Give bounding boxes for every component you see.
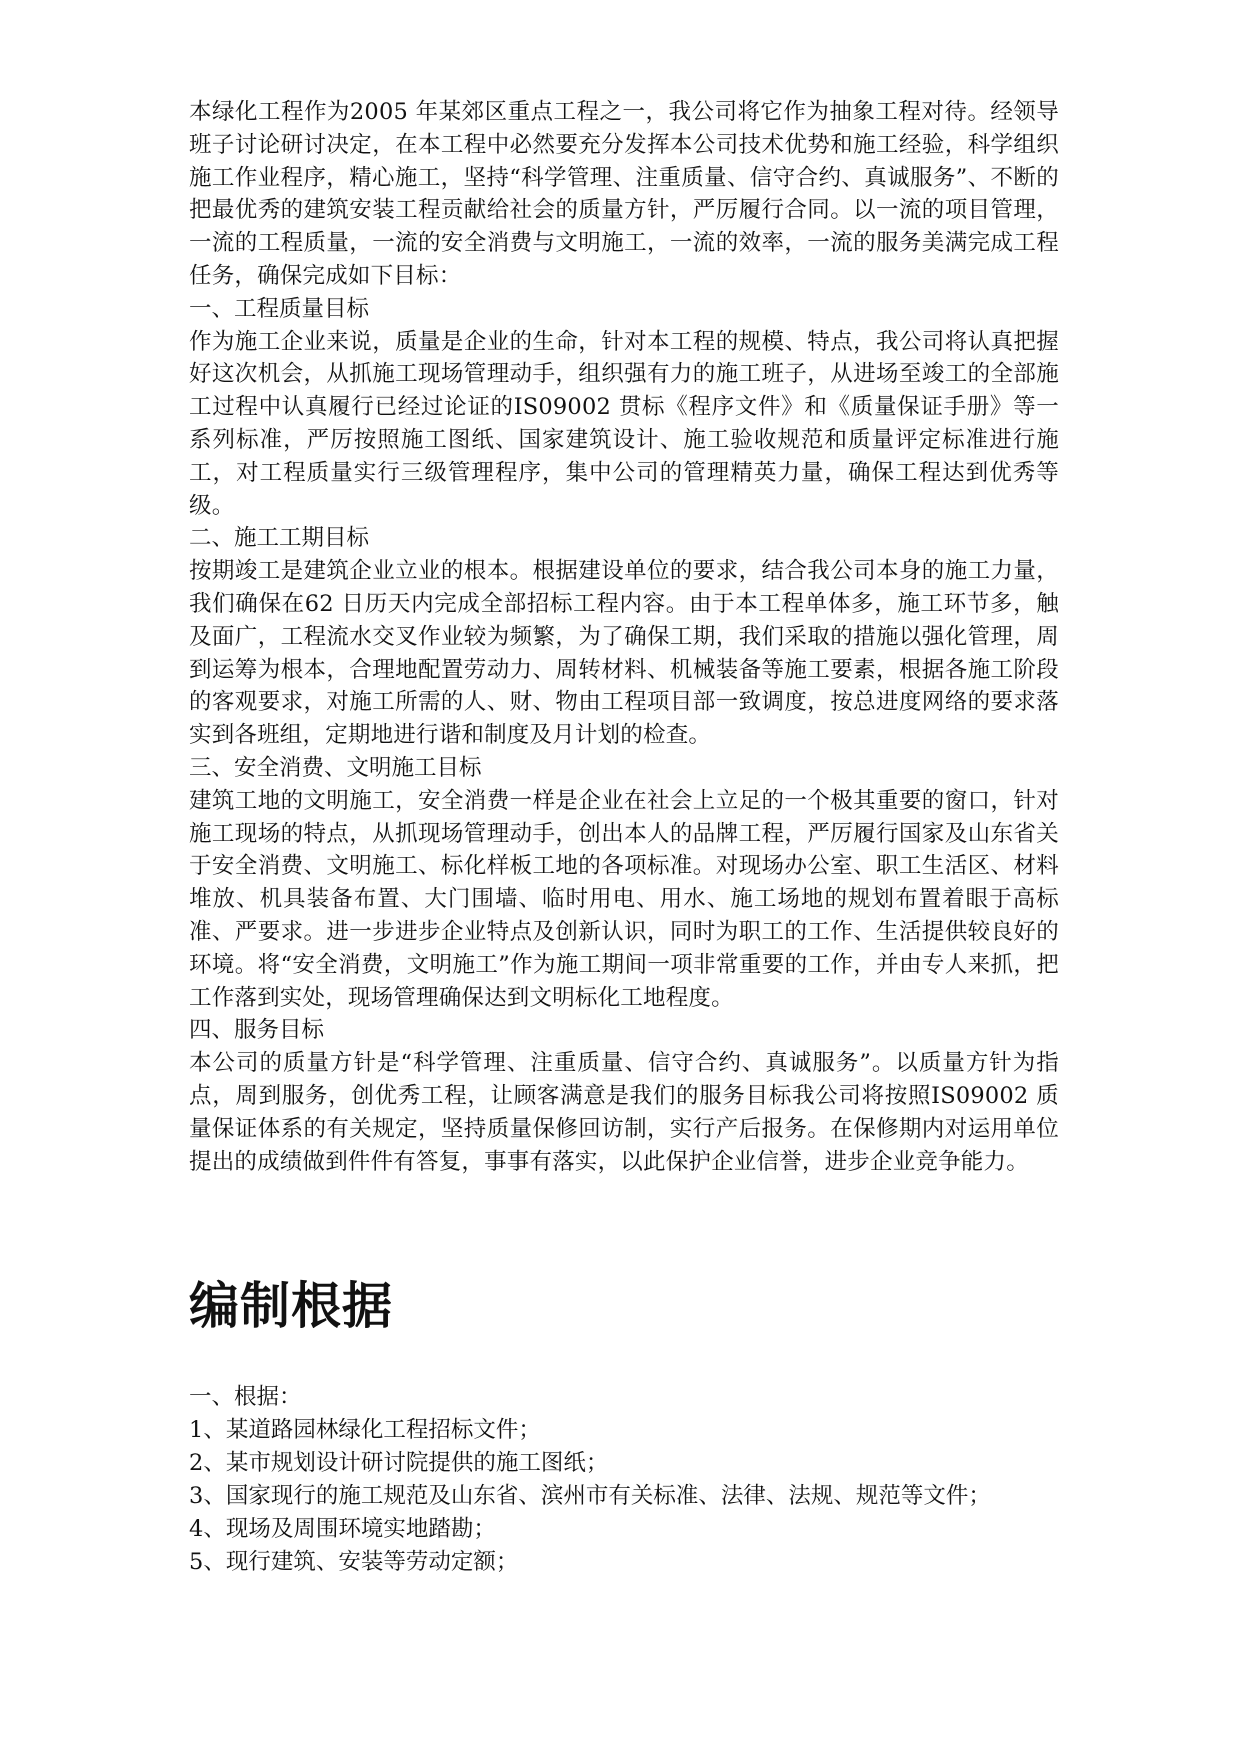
section-schedule [189,522,1059,752]
section-heading: 四、服务目标 [189,1017,325,1044]
section-heading: 一、工程质量目标 [189,295,370,322]
section-heading: 三、安全消费、文明施工目标 [189,754,482,781]
basis-list [189,1381,1059,1579]
section-body: 按期竣工是建筑企业立业的根本。根据建设单位的要求，结合我公司本身的施工力量，我们确保在62 日历天内完成全部招标工程内容。由于本工程单体多，施工环节多，触及面广，工程流水交叉作业较为频繁，为了确保工期，我们采取的措施以强化管理，周到运筹为根本，合理地配置劳动力、周转材料、机械装备等施工要素，根据各施工阶段的客观要求，对施工所需的人、财、物由工程项目部一致调度，按总进度网络的要求落实到各班组，定期地进行谐和制度及月计划的检查。 [189,558,1059,749]
section-safety [189,752,1059,1014]
basis-heading: 编制根据 [189,1277,393,1335]
document-page [189,96,1059,1575]
list-item: 4、现场及周围环境实地踏勘； [189,1516,496,1542]
section-body: 作为施工企业来说，质量是企业的生命，针对本工程的规模、特点，我公司将认真把握好这次机会，从抓施工现场管理动手，组织强有力的施工班子，从进场至竣工的全部施工过程中认真履行已经过论证的IS09002 贯标《程序文件》和《质量保证手册》等一系列标准，严厉按照施工图纸、国家建筑设计、施工验收规范和质量评定标准进行施工，对工程质量实行三级管理程序，集中公司的管理精英力量，确保工程达到优秀等级。 [189,328,1059,519]
intro-paragraph: 本绿化工程作为2005 年某郊区重点工程之一，我公司将它作为抽象工程对待。经领导班子讨论研讨决定，在本工程中必然要充分发挥本公司技术优势和施工经验，科学组织施工作业程序，精心施工，坚持“科学管理、注重质量、信守合约、真诚服务”、不断的把最优秀的建筑安装工程贡献给社会的质量方针，严厉履行合同。以一流的项目管理，一流的工程质量，一流的安全消费与文明施工，一流的效率，一流的服务美满完成工程任务，确保完成如下目标： [189,99,1059,289]
list-item: 5、现行建筑、安装等劳动定额； [189,1549,519,1575]
section-quality [189,293,1059,523]
section-service [189,1014,1059,1178]
section-body: 建筑工地的文明施工，安全消费一样是企业在社会上立足的一个极其重要的窗口，针对施工现场的特点，从抓现场管理动手，创出本人的品牌工程，严厉履行国家及山东省关于安全消费、文明施工、标化样板工地的各项标准。对现场办公室、职工生活区、材料堆放、机具装备布置、大门围墙、临时用电、用水、施工场地的规划布置着眼于高标准、严要求。进一步进步企业特点及创新认识，同时为职工的工作、生活提供较良好的环境。将“安全消费，文明施工”作为施工期间一项非常重要的工作，并由专人来抓，把工作落到实处，现场管理确保达到文明标化工地程度。 [189,787,1059,1011]
basis-title: 一、根据： [189,1384,302,1410]
list-item: 2、某市规划设计研讨院提供的施工图纸； [189,1450,609,1476]
section-heading: 二、施工工期目标 [189,525,370,552]
list-item: 3、国家现行的施工规范及山东省、滨州市有关标准、法律、法规、规范等文件； [189,1483,991,1509]
section-body: 本公司的质量方针是“科学管理、注重质量、信守合约、真诚服务”。以质量方针为指点，周到服务，创优秀工程，让顾客满意是我们的服务目标我公司将按照IS09002 质量保证体系的有关规定，坚持质量保修回访制，实行产后报务。在保修期内对运用单位提出的成绩做到件件有答复，事事有落实，以此保护企业信誉，进步企业竞争能力。 [189,1050,1059,1175]
list-item: 1、某道路园林绿化工程招标文件； [189,1417,541,1443]
